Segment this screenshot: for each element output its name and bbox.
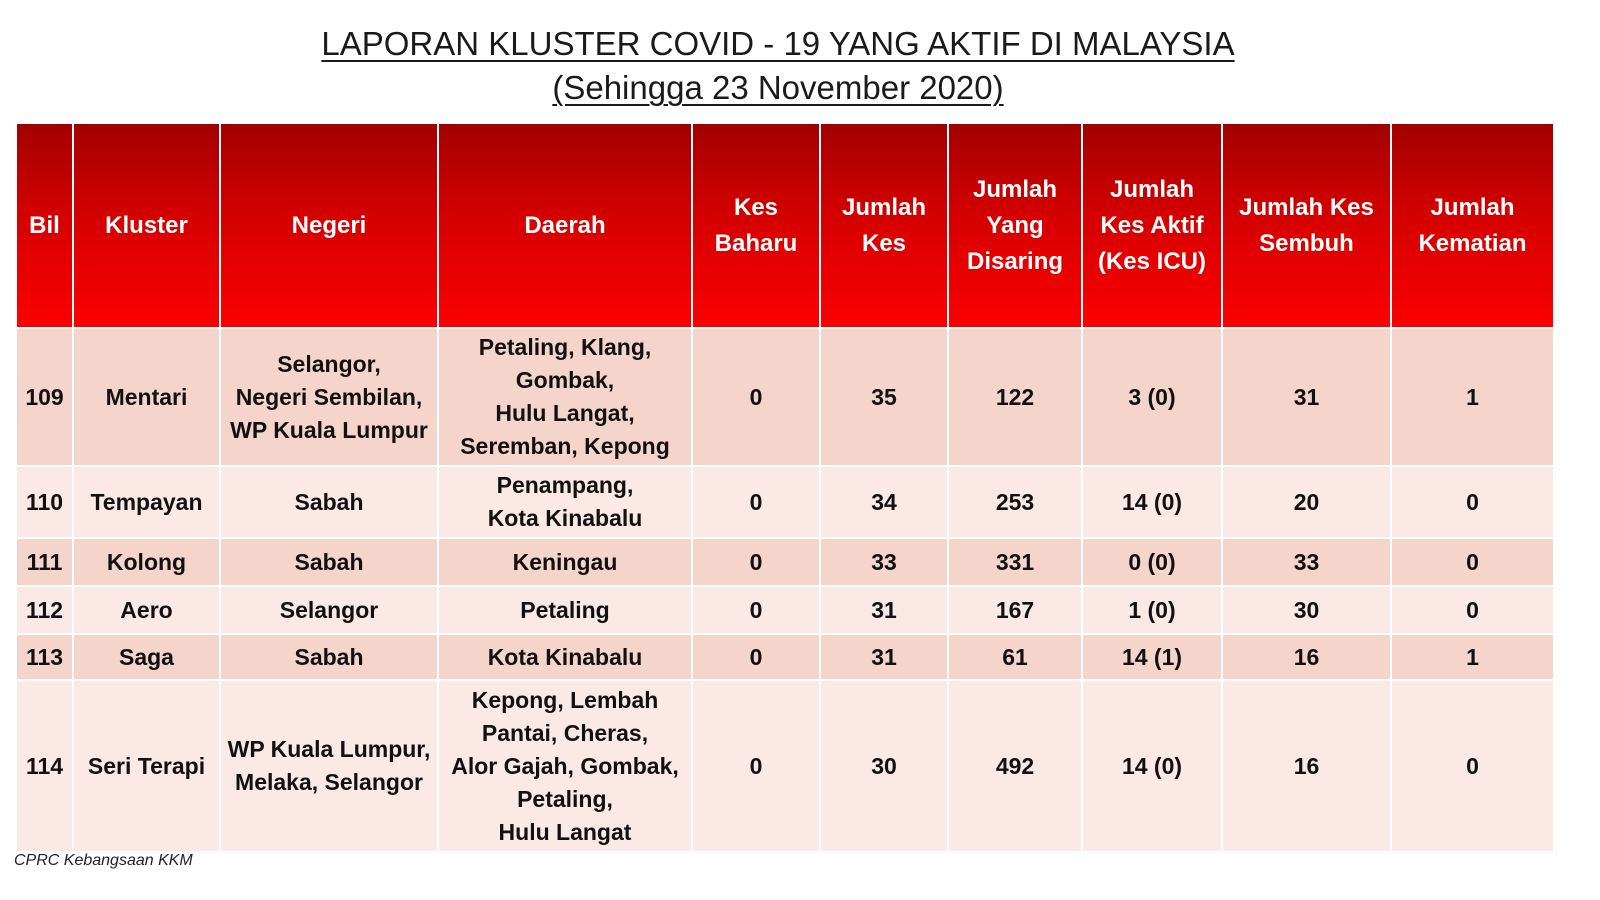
- cell-jumlah-kematian: 1: [1391, 634, 1554, 680]
- cell-jumlah-kes: 31: [820, 634, 948, 680]
- cell-kluster: Kolong: [73, 538, 220, 586]
- cell-kes-baharu: 0: [692, 586, 820, 634]
- cell-jumlah-kes-aktif: 14 (0): [1082, 680, 1222, 852]
- cell-jumlah-kes: 30: [820, 680, 948, 852]
- cell-kluster: Seri Terapi: [73, 680, 220, 852]
- header-jumlah-kematian: Jumlah Kematian: [1391, 123, 1554, 328]
- table-row: [16, 328, 1554, 466]
- cell-jumlah-kematian: 0: [1391, 538, 1554, 586]
- cell-negeri: WP Kuala Lumpur, Melaka, Selangor: [220, 680, 438, 852]
- cell-jumlah-kes-sembuh: 16: [1222, 680, 1391, 852]
- header-negeri: Negeri: [220, 123, 438, 328]
- cell-kes-baharu: 0: [692, 538, 820, 586]
- cell-negeri: Sabah: [220, 466, 438, 538]
- cell-jumlah-kes-sembuh: 16: [1222, 634, 1391, 680]
- cell-kluster: Tempayan: [73, 466, 220, 538]
- cell-jumlah-kes-sembuh: 30: [1222, 586, 1391, 634]
- source-note: CPRC Kebangsaan KKM: [14, 852, 193, 869]
- report-title: [0, 22, 1556, 110]
- report-title-line-1: LAPORAN KLUSTER COVID - 19 YANG AKTIF DI MALAYSIA: [321, 25, 1235, 62]
- cell-jumlah-disaring: 253: [948, 466, 1082, 538]
- cell-jumlah-kes: 31: [820, 586, 948, 634]
- cell-negeri: Selangor, Negeri Sembilan, WP Kuala Lumpur: [220, 328, 438, 466]
- header-jumlah-disaring: Jumlah Yang Disaring: [948, 123, 1082, 328]
- cell-kes-baharu: 0: [692, 680, 820, 852]
- header-bil: Bil: [16, 123, 73, 328]
- cell-jumlah-kematian: 0: [1391, 680, 1554, 852]
- table-row: [16, 634, 1554, 680]
- table-header-row: [16, 123, 1554, 328]
- cell-jumlah-kes: 34: [820, 466, 948, 538]
- cell-jumlah-kematian: 0: [1391, 466, 1554, 538]
- cell-daerah: Petaling: [438, 586, 692, 634]
- cell-daerah: Kota Kinabalu: [438, 634, 692, 680]
- table-row: [16, 538, 1554, 586]
- cell-jumlah-kes-aktif: 0 (0): [1082, 538, 1222, 586]
- cell-jumlah-kes-aktif: 14 (0): [1082, 466, 1222, 538]
- cell-negeri: Sabah: [220, 634, 438, 680]
- table-row: [16, 586, 1554, 634]
- cell-daerah: Penampang, Kota Kinabalu: [438, 466, 692, 538]
- cell-bil: 113: [16, 634, 73, 680]
- table-row: [16, 680, 1554, 852]
- cell-jumlah-kes-aktif: 14 (1): [1082, 634, 1222, 680]
- cell-kes-baharu: 0: [692, 328, 820, 466]
- cell-jumlah-kes-aktif: 3 (0): [1082, 328, 1222, 466]
- cell-jumlah-kematian: 0: [1391, 586, 1554, 634]
- header-jumlah-kes-aktif: Jumlah Kes Aktif (Kes ICU): [1082, 123, 1222, 328]
- cell-jumlah-kes-sembuh: 20: [1222, 466, 1391, 538]
- cell-negeri: Selangor: [220, 586, 438, 634]
- cell-jumlah-kematian: 1: [1391, 328, 1554, 466]
- cell-jumlah-kes-aktif: 1 (0): [1082, 586, 1222, 634]
- cell-jumlah-disaring: 331: [948, 538, 1082, 586]
- cell-bil: 109: [16, 328, 73, 466]
- cell-jumlah-disaring: 492: [948, 680, 1082, 852]
- report-title-line-2: (Sehingga 23 November 2020): [552, 69, 1004, 106]
- header-jumlah-kes: Jumlah Kes: [820, 123, 948, 328]
- header-kluster: Kluster: [73, 123, 220, 328]
- header-kes-baharu: Kes Baharu: [692, 123, 820, 328]
- cell-kes-baharu: 0: [692, 634, 820, 680]
- header-jumlah-kes-sembuh: Jumlah Kes Sembuh: [1222, 123, 1391, 328]
- cell-jumlah-kes: 33: [820, 538, 948, 586]
- cell-bil: 114: [16, 680, 73, 852]
- cell-jumlah-kes-sembuh: 31: [1222, 328, 1391, 466]
- cell-kes-baharu: 0: [692, 466, 820, 538]
- cell-jumlah-disaring: 122: [948, 328, 1082, 466]
- cell-jumlah-disaring: 61: [948, 634, 1082, 680]
- cell-bil: 111: [16, 538, 73, 586]
- cell-daerah: Keningau: [438, 538, 692, 586]
- cell-kluster: Aero: [73, 586, 220, 634]
- table-row: [16, 466, 1554, 538]
- cell-daerah: Petaling, Klang, Gombak, Hulu Langat, Seremban, Kepong: [438, 328, 692, 466]
- cell-kluster: Saga: [73, 634, 220, 680]
- cell-kluster: Mentari: [73, 328, 220, 466]
- header-daerah: Daerah: [438, 123, 692, 328]
- cell-jumlah-kes: 35: [820, 328, 948, 466]
- cell-jumlah-disaring: 167: [948, 586, 1082, 634]
- cluster-table: [15, 122, 1555, 853]
- cell-bil: 112: [16, 586, 73, 634]
- cell-bil: 110: [16, 466, 73, 538]
- cell-jumlah-kes-sembuh: 33: [1222, 538, 1391, 586]
- cell-negeri: Sabah: [220, 538, 438, 586]
- cell-daerah: Kepong, Lembah Pantai, Cheras, Alor Gajah, Gombak, Petaling, Hulu Langat: [438, 680, 692, 852]
